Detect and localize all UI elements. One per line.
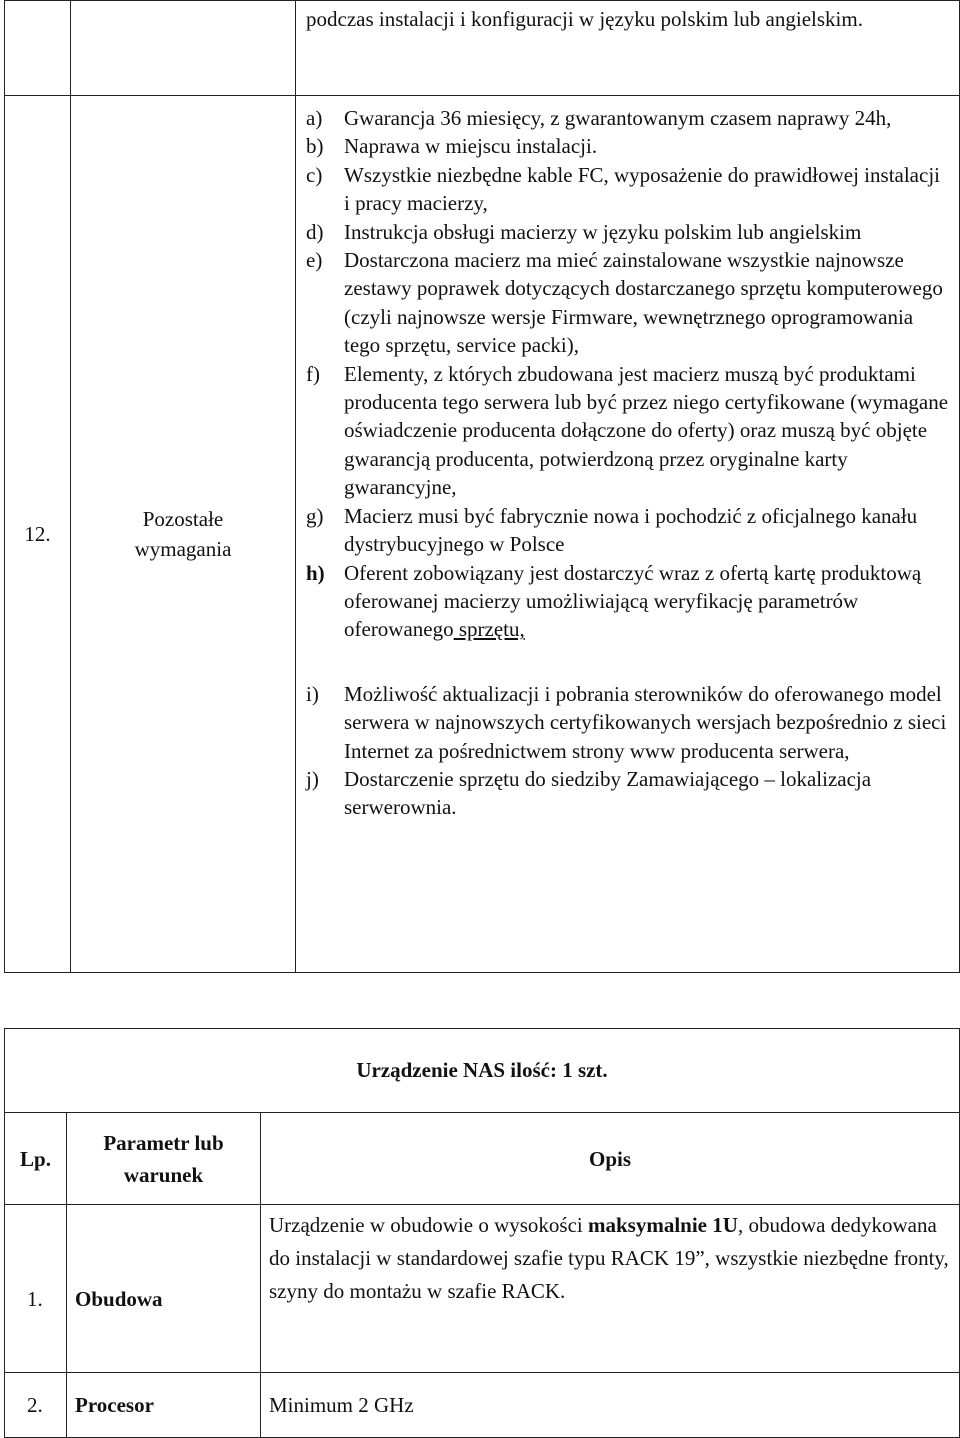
list-item: f) Elementy, z których zbudowana jest macierz muszą być produktami producenta tego serwera lub być przez niego certyfikowane (wymagane oświadczenie producenta dołączone do oferty) oraz muszą być objęte gwarancją producenta, potwierdzoną przez oryginalne karty gwarancyjne,: [306, 361, 949, 500]
table-title-row: [5, 1029, 960, 1113]
table-row: [5, 96, 960, 973]
empty-cell: [5, 1, 71, 96]
header-description: Opis: [261, 1113, 960, 1205]
requirements-description: [296, 96, 960, 973]
list-item: h) Oferent zobowiązany jest dostarczyć wraz z ofertą kartę produktową oferowanej macierzy umożliwiającą weryfikację parametrów oferowanego sprzętu,: [306, 560, 922, 642]
table-title: Urządzenie NAS ilość: 1 szt.: [5, 1029, 960, 1113]
empty-cell: [71, 1, 296, 96]
continuation-cell: [296, 1, 960, 96]
list-item: c) Wszystkie niezbędne kable FC, wyposażenie do prawidłowej instalacji i pracy macierzy,: [306, 162, 940, 216]
list-item: i) Możliwość aktualizacji i pobrania sterowników do oferowanego model serwera w najnowszych certyfikowanych wersjach bezpośrednio z sieci Internet za pośrednictwem strony www producenta serwera,: [306, 681, 947, 763]
parameter-name: Procesor: [67, 1373, 261, 1438]
requirements-table: [4, 0, 960, 973]
parameter-name: [71, 96, 296, 973]
list-item: d) Instrukcja obsługi macierzy w języku polskim lub angielskim: [306, 219, 862, 244]
list-item: j) Dostarczenie sprzętu do siedziby Zamawiającego – lokalizacja serwerownia.: [306, 766, 872, 820]
continuation-text: podczas instalacji i konfiguracji w języku polskim lub angielskim.: [306, 7, 863, 31]
row-number: 12.: [5, 96, 71, 973]
table-row: [5, 1205, 960, 1373]
header-parameter: Parametr lub warunek: [67, 1113, 261, 1205]
table-row: [5, 1373, 960, 1438]
list-item: e) Dostarczona macierz ma mieć zainstalowane wszystkie najnowsze zestawy poprawek dotyczących dostarczanego sprzętu komputerowego (czyli najnowsze wersje Firmware, wewnętrznego oprogramowania tego sprzętu, service packi),: [306, 248, 943, 358]
row-number: 2.: [5, 1373, 67, 1438]
list-item: g) Macierz musi być fabrycznie nowa i pochodzić z oficjalnego kanału dystrybucyjnego w Polsce: [306, 503, 918, 557]
requirements-list: [296, 96, 959, 822]
header-lp: Lp.: [5, 1113, 67, 1205]
nas-table: [4, 1028, 960, 1438]
table-header-row: [5, 1113, 960, 1205]
row-description: Urządzenie w obudowie o wysokości maksymalnie 1U, obudowa dedykowana do instalacji w standardowej szafie typu RACK 19”, wszystkie niezbędne fronty, szyny do montażu w szafie RACK.: [261, 1205, 960, 1373]
parameter-label: Pozostałe wymagania: [134, 507, 232, 561]
list-item: b) Naprawa w miejscu instalacji.: [306, 134, 598, 159]
parameter-name: Obudowa: [67, 1205, 261, 1373]
row-description: Minimum 2 GHz: [261, 1373, 960, 1438]
table-row: [5, 1, 960, 96]
row-number: 1.: [5, 1205, 67, 1373]
list-item: a) Gwarancja 36 miesięcy, z gwarantowanym czasem naprawy 24h,: [306, 106, 892, 130]
